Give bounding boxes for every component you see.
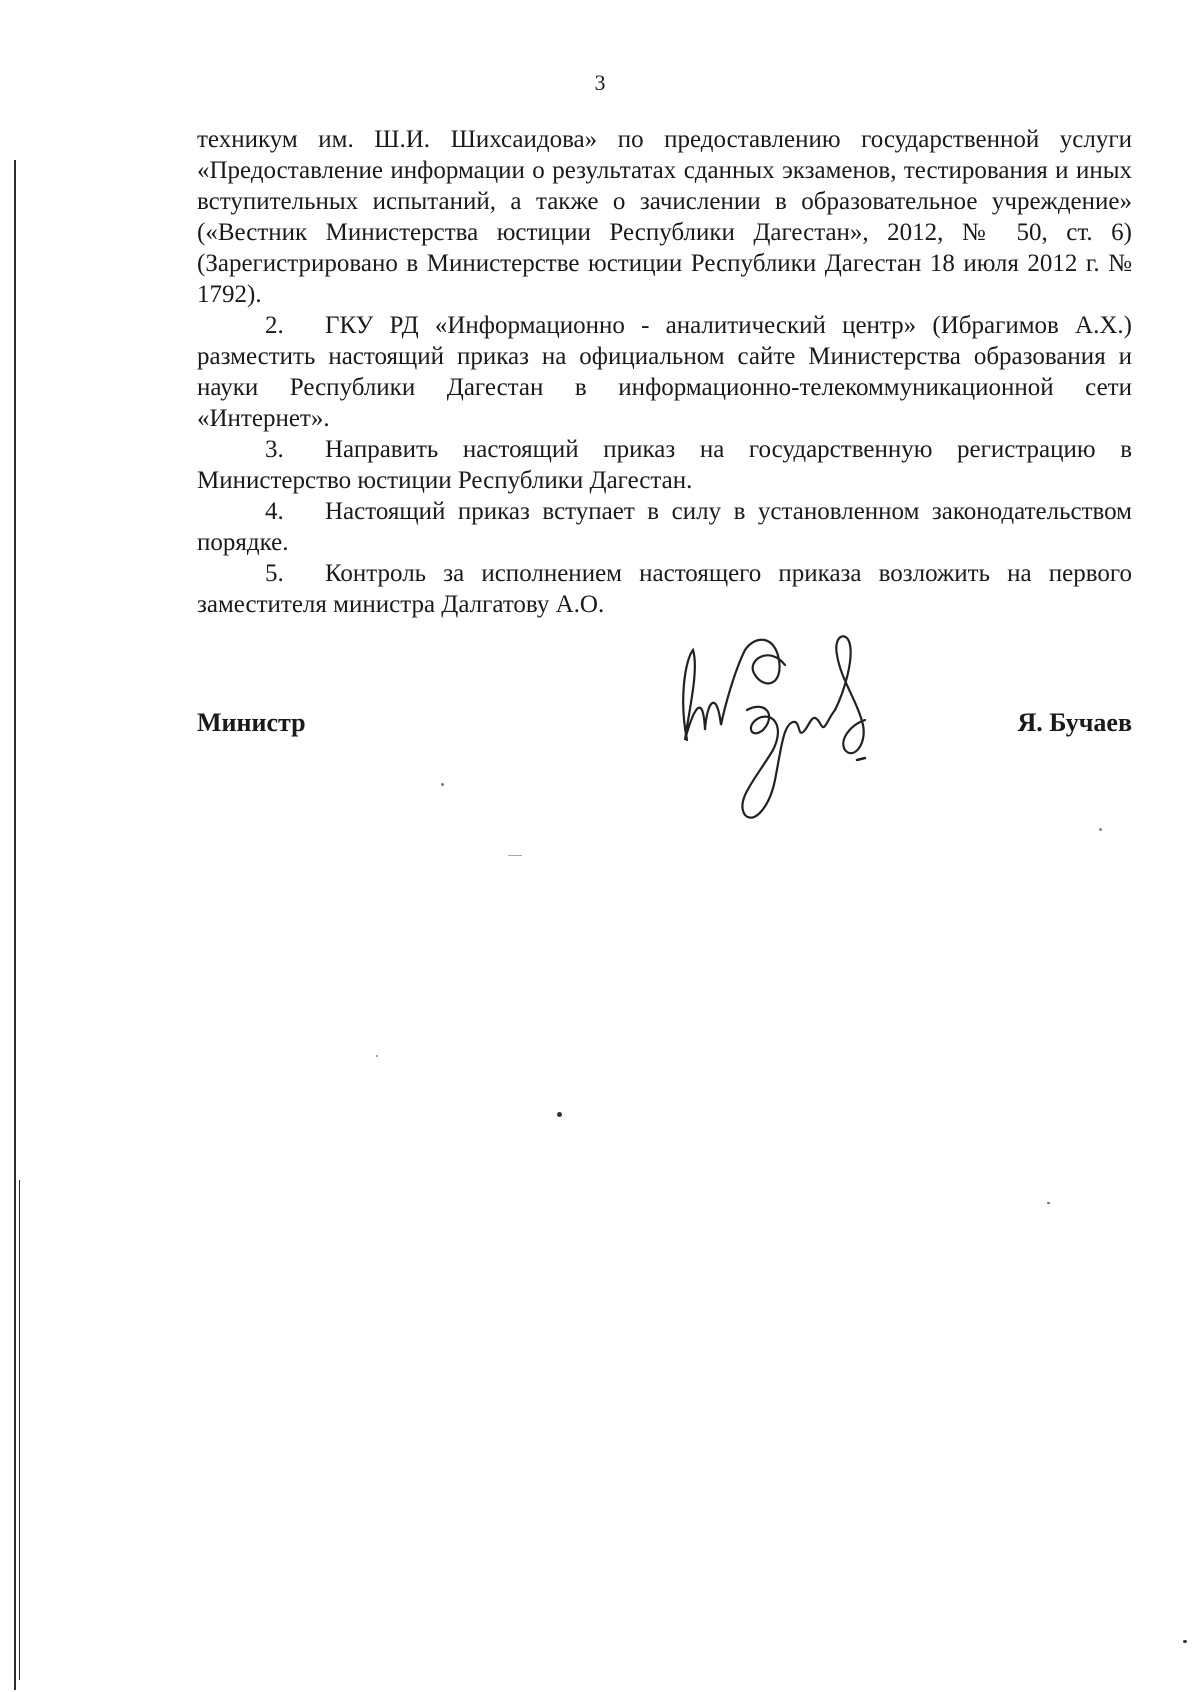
scan-speck [1183, 1640, 1187, 1643]
scan-speck [557, 1112, 562, 1117]
item-text: ГКУ РД «Информационно - аналитический центр» (Ибрагимов А.Х.) разместить настоящий приказ на официальном сайте Министерства образования и науки Республики Дагестан в информационно-телекоммуникационной сети «Интернет». [197, 312, 1132, 432]
item-number: 2. [265, 312, 284, 339]
item-text: Настоящий приказ вступает в силу в установленном законодательством порядке. [197, 498, 1132, 556]
scan-speck [441, 783, 444, 786]
document-body [197, 124, 1132, 620]
scan-speck [1099, 828, 1102, 831]
item-number: 3. [265, 436, 284, 463]
list-item [197, 434, 1132, 496]
signatory-position: Министр [197, 708, 306, 737]
list-item [197, 310, 1132, 434]
scan-margin-line [19, 1180, 20, 1680]
scan-speck [376, 1055, 378, 1057]
list-item [197, 558, 1132, 620]
item-text: Направить настоящий приказ на государственную регистрацию в Министерство юстиции Республики Дагестан. [197, 436, 1132, 494]
paragraph-intro: техникум им. Ш.И. Шихсаидова» по предоставлению государственной услуги «Предоставление информации о результатах сданных экзаменов, тестирования и иных вступительных испытаний, а также о зачислении в образовательное учреждение» («Вестник Министерства юстиции Республики Дагестан», 2012, № 50, ст. 6) (Зарегистрировано в Министерстве юстиции Республики Дагестан 18 июля 2012 г. № 1792). [197, 126, 1132, 308]
scan-speck [1047, 1202, 1050, 1204]
item-text: Контроль за исполнением настоящего приказа возложить на первого заместителя министра Далгатову А.О. [197, 560, 1132, 618]
page-number: 3 [594, 70, 606, 95]
item-number: 4. [265, 498, 284, 525]
signatory-name: Я. Бучаев [1017, 708, 1132, 737]
scan-speck [508, 855, 522, 856]
handwritten-signature [675, 630, 905, 830]
list-item [197, 496, 1132, 558]
item-number: 5. [265, 560, 284, 587]
scan-margin-line [14, 160, 16, 1690]
